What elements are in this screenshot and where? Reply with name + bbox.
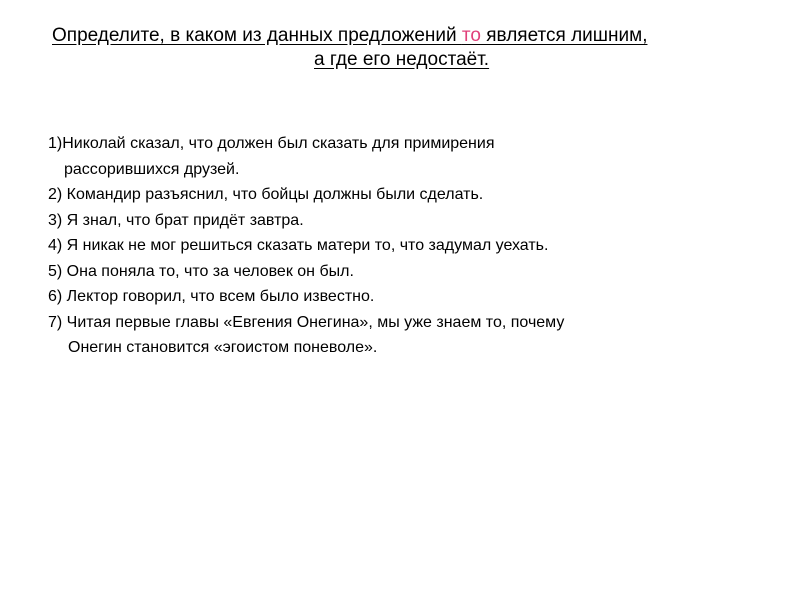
title-accent-word: то — [461, 25, 481, 46]
title-line-2: а где его недостаёт. — [314, 49, 490, 70]
sentence-7-line-2: Онегин становится «эгоистом поневоле». — [68, 339, 378, 356]
sentence-2-line-1: 2) Командир разъяснил, что бойцы должны были сделать. — [48, 186, 484, 203]
sentence-1 — [48, 131, 748, 182]
sentence-7-line-1: 7) Читая первые главы «Евгения Онегина», мы уже знаем то, почему — [48, 313, 565, 331]
sentence-7 — [48, 310, 748, 361]
sentence-1-line-1: 1)Николай сказал, что должен был сказать для примирения — [48, 135, 495, 152]
sentence-6 — [48, 284, 748, 310]
sentence-3 — [48, 208, 748, 234]
slide-title — [40, 24, 770, 72]
title-text-start: Определите, в каком из данных предложений — [52, 25, 462, 46]
sentence-2 — [48, 182, 748, 208]
sentence-list — [48, 131, 748, 361]
sentence-1-line-2: рассорившихся друзей. — [64, 160, 240, 178]
title-line-1 — [40, 24, 770, 48]
sentence-5-line-1: 5) Она поняла то, что за человек он был. — [48, 262, 354, 280]
sentence-4-line-1: 4) Я никак не мог решиться сказать матери то, что задумал уехать. — [48, 237, 549, 254]
sentence-4 — [48, 233, 748, 259]
title-text-end: является лишним, — [480, 25, 648, 46]
sentence-3-line-1: 3) Я знал, что брат придёт завтра. — [48, 211, 304, 229]
sentence-5 — [48, 259, 748, 285]
sentence-6-line-1: 6) Лектор говорил, что всем было известно. — [48, 288, 375, 305]
